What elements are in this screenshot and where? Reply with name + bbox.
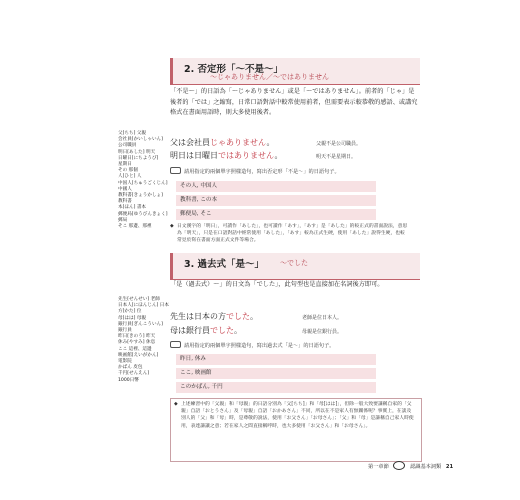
section-2-header <box>170 58 420 84</box>
example-highlight: じゃありません <box>210 138 267 147</box>
section-3-header <box>170 253 420 279</box>
book-logo-icon <box>393 461 405 470</box>
footer-book: 認識基本詞類 <box>410 464 442 470</box>
bullet-icon: ◆ <box>174 402 178 407</box>
drill-prompt: このかばん, 千円 <box>180 384 223 390</box>
vocab-item: 銀行員 <box>118 328 132 334</box>
vocab-item: 教科書 <box>118 199 132 205</box>
example-text: 父は会社員 <box>170 138 210 147</box>
vocab-item: 日本人[にほんじん] 日本 <box>118 303 169 309</box>
vocab-item: 本[ほん] 書本 <box>118 205 147 211</box>
vocab-item: その 那個 <box>118 168 138 174</box>
vocab-item: 父[ちち] 父親 <box>118 131 147 136</box>
vocab-item: 人[ひと] 人 <box>118 174 142 180</box>
drill-row <box>176 195 376 206</box>
section-2-title: 2. 否定形「～不是～」 <box>184 64 284 75</box>
example-text: 先生は日本の方 <box>170 312 226 321</box>
vocab-item: そこ 那邊、那裡 <box>118 224 152 230</box>
example-text: 明日は日曜日 <box>170 151 218 160</box>
vocab-list-top <box>118 131 168 230</box>
vocab-item: 昨日[きのう] 昨天 <box>118 334 156 340</box>
page-footer <box>368 461 453 470</box>
footer-unit: 第一章節 <box>368 464 389 470</box>
example-text: 。 <box>274 151 283 160</box>
instruction-text: 請用指定的兩個單字照樣造句，寫出否定形「不是～」的日語句子。 <box>184 169 340 175</box>
section-3-example-1 <box>170 311 258 322</box>
vocab-item: 星期日 <box>118 162 132 168</box>
section-2-instruction <box>170 167 340 175</box>
section-3-example-1-translation: 老師是位日本人。 <box>302 315 343 321</box>
pencil-icon <box>170 341 181 348</box>
example-text: 。 <box>266 138 275 147</box>
example-highlight: ではありません <box>218 151 275 160</box>
section-3-title: 3. 過去式「是～」 <box>184 259 265 270</box>
vocab-item: 千円[せんえん] <box>118 371 150 377</box>
drill-row <box>176 368 376 379</box>
drill-row <box>176 209 376 220</box>
page-number: 21 <box>445 464 454 470</box>
section-3-paragraph: 「是（過去式）～」的日文為「でした」，此句型也是直接加在名詞後方即可。 <box>170 281 384 288</box>
section-3-note-box <box>170 398 422 462</box>
vocab-item: 中國人 <box>118 186 132 192</box>
section-3-subtitle: ～でした <box>280 259 308 267</box>
section-2-subtitle: ～じゃありません／～ではありません <box>210 73 329 81</box>
vocab-item: 休み[やすみ] 休息 <box>118 340 156 346</box>
section-2-rule <box>170 84 420 85</box>
vocab-item: 郵局 <box>118 217 128 223</box>
vocab-item: 方[かた] 位 <box>118 309 142 315</box>
vocab-list-bottom <box>118 297 169 384</box>
vocab-item: 会社員[かいしゃいん] <box>118 137 163 143</box>
vocab-item: 1000日幣 <box>118 377 139 383</box>
section-2-example-2 <box>170 150 282 161</box>
vocab-item: 教科書[きょうかしょ] <box>118 193 163 199</box>
example-highlight: でした <box>210 326 234 335</box>
bullet-icon: ◆ <box>170 224 174 229</box>
drill-prompt: 昨日, 休み <box>180 356 206 362</box>
vocab-item: 公司職員 <box>118 143 137 149</box>
instruction-text: 請用指定的兩個單字照樣造句，寫出過去式「是～」的日語句子。 <box>184 343 335 349</box>
vocab-item: 母[はは] 母親 <box>118 315 147 321</box>
note-text: 上述練習中的「父親」和「母親」的日語分別為「父[ちち]」和「母[はは]」，但除一般大致要謙稱自家的「父親」自語「おとうさん」及「母親」自語「おかあさん」不同，所以在不是家人有無關係呢？事實上，在談及別人的「父」和「母」時，是尊敬的說法，使用「お父さん」「お母さん」；「父」和「母」是謙稱自己家人時使用，表達謙讓之意；若在家人之間直接稱呼時，也大多使用「お父さん」和「お母さん」。 <box>181 402 414 429</box>
drill-row <box>176 382 376 393</box>
section-2-note <box>170 223 408 245</box>
vocab-item: 電影院 <box>118 359 132 365</box>
section-3-instruction <box>170 341 334 349</box>
drill-prompt: ここ, 映画館 <box>180 370 212 376</box>
section-3-note <box>174 401 416 430</box>
vocab-item: かばん 皮包 <box>118 365 143 371</box>
vocab-item: 銀行員[ぎんこういん] <box>118 321 163 327</box>
example-text: 。 <box>234 326 242 335</box>
vocab-item: 郵便局[ゆうびんきょく] <box>118 211 168 217</box>
drill-prompt: 教科書, この本 <box>180 197 218 203</box>
vocab-item: ここ 這裡、這邊 <box>118 346 152 352</box>
drill-row <box>176 354 376 365</box>
drill-prompt: その人, 中国人 <box>180 183 218 189</box>
section-2-example-2-translation: 明天不是星期日。 <box>316 154 357 160</box>
vocab-item: 日曜日[にちようび] <box>118 155 159 161</box>
vocab-item: 明日[あした] 明天 <box>118 149 156 155</box>
vocab-item: 中国人[ちゅうごくじん] <box>118 180 168 186</box>
pencil-icon <box>170 167 181 174</box>
drill-prompt: 郵便局, そこ <box>180 211 212 217</box>
example-text: 母は銀行員 <box>170 326 210 335</box>
vocab-item: 映画館[えいがかん] <box>118 352 159 358</box>
section-2-example-1 <box>170 137 274 148</box>
section-2-example-1-translation: 父親不是公司職員。 <box>316 141 362 147</box>
drill-row <box>176 181 376 192</box>
example-highlight: でした <box>226 312 250 321</box>
section-3-example-2 <box>170 325 242 336</box>
section-2-paragraph: 「不是～」的日語為「～じゃありません」或是「～ではありません」。前者的「じゃ」是後者的「では」之縮寫，日常口語對話中較常使用前者，但需要表示較恭敬的感語、或講究格式在書面用語時，則大多使用後者。 <box>170 88 418 116</box>
section-3-example-2-translation: 母親是位銀行員。 <box>302 329 343 335</box>
example-text: 。 <box>250 312 258 321</box>
note-text: 日文漢字的「明日」，可讀作「あした」，也可讀作「あす」，「あす」是「あした」的較正式的書面說法，意思為「明天」，只是在口語對話中經常使用「あした」，「あす」較為正式生硬，使用「あした」說得生硬，也較常見於寫在書面方面正式文件等場合。 <box>177 224 408 244</box>
vocab-item: 先生[せんせい] 老師 <box>118 297 160 302</box>
